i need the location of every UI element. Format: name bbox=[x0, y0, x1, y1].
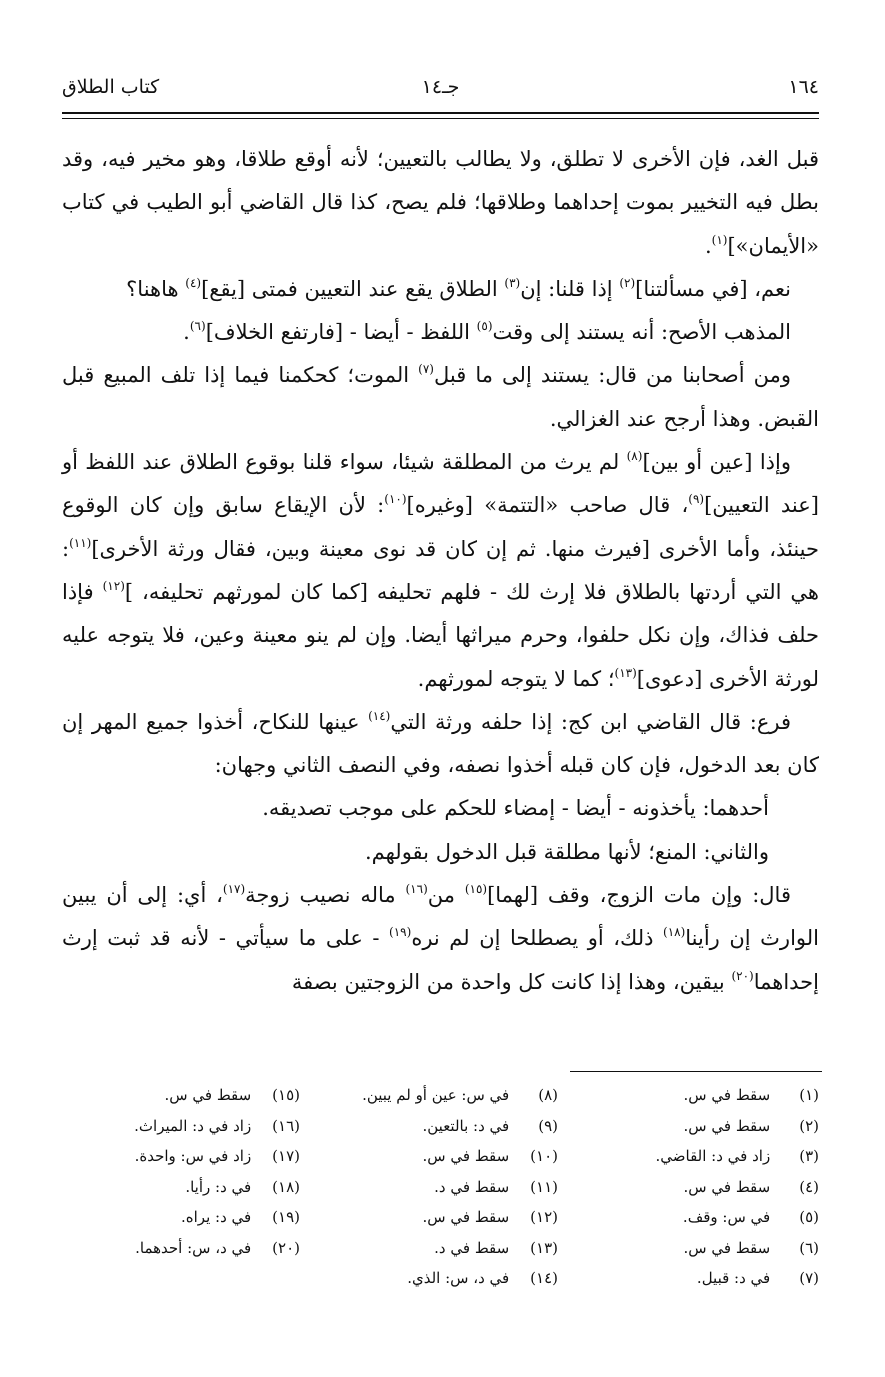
footnote bbox=[362, 1233, 558, 1264]
footnote-number: (١٢) bbox=[530, 1208, 558, 1226]
footnote-text: سقط في س. bbox=[683, 1116, 771, 1135]
footnote-text: في د، س: الذي. bbox=[407, 1269, 510, 1287]
footnote-number: (١٤) bbox=[530, 1269, 558, 1287]
footnote-number: (١١) bbox=[530, 1177, 558, 1196]
footnote-number: (١٠) bbox=[530, 1147, 558, 1165]
footnote-text: في د: قبيل. bbox=[696, 1269, 771, 1287]
footnote bbox=[656, 1080, 820, 1111]
footnote-text: في د: يراه. bbox=[181, 1208, 252, 1226]
header-rule-thick bbox=[62, 112, 819, 114]
footnote bbox=[134, 1080, 300, 1111]
footnote-number: (٧) bbox=[799, 1269, 819, 1287]
footnote bbox=[362, 1141, 558, 1172]
footnote bbox=[656, 1172, 820, 1203]
footnote-text: سقط في س. bbox=[422, 1208, 510, 1226]
footnote-text: سقط في س. bbox=[164, 1086, 252, 1104]
footnote-ref: (٣) bbox=[504, 275, 521, 290]
footnote-number: (٤) bbox=[799, 1177, 819, 1196]
header-rule-thin bbox=[62, 118, 819, 119]
footnote bbox=[362, 1263, 558, 1294]
footnote bbox=[134, 1111, 300, 1142]
footnote-ref: (٥) bbox=[476, 319, 493, 334]
footnote bbox=[134, 1202, 300, 1233]
footnote-number: (٣) bbox=[799, 1147, 819, 1165]
footnote-text: في د: بالتعين. bbox=[422, 1116, 510, 1135]
footnote-number: (١) bbox=[799, 1086, 819, 1104]
footnote bbox=[656, 1233, 820, 1264]
footnote bbox=[656, 1263, 820, 1294]
footnote bbox=[134, 1172, 300, 1203]
footnote-text: في س: وقف. bbox=[682, 1208, 771, 1226]
footnote-text: سقط في س. bbox=[683, 1238, 771, 1257]
footnote-text: في د: رأيا. bbox=[185, 1177, 252, 1196]
volume-label: جـ١٤ bbox=[421, 76, 460, 98]
footnote-text: زاد في د: القاضي. bbox=[655, 1147, 771, 1165]
footnote-number: (٢) bbox=[799, 1116, 819, 1135]
footnote-ref: (٨) bbox=[626, 449, 643, 464]
footnote-ref: (٢٠) bbox=[731, 968, 754, 983]
footnote-ref: (١٨) bbox=[663, 925, 686, 940]
main-text bbox=[62, 138, 819, 1004]
footnote bbox=[362, 1172, 558, 1203]
footnote-number: (١٩) bbox=[272, 1208, 300, 1226]
paragraph: ومن أصحابنا من قال: يستند إلى ما قبل$^{(٧)}$ الموت؛ كحكمنا فيما إذا تلف المبيع قبل القبض. وهذا أرجح عند الغزالي. bbox=[62, 362, 819, 431]
paragraph: وإذا [عين أو بين]$^{(٨)}$ لم يرث من المطلقة شيئا، سواء قلنا بوقوع الطلاق عند اللفظ أو [عند التعيين]$^{(٩)}$، قال صاحب «التتمة» [وغيره]$^{(١٠)}$: لأن الإيقاع سابق وإن كان الوقوع حينئذ، وأما الأخرى [فيرث منها. ثم إن كان قد نوى معينة وبين، فقال ورثة الأخرى]$^{(١١)}$: هي التي أردتها بالطلاق فلا إرث لك - فلهم تحليفه [كما كان لمورثهم تحليفه، ]$^{(١٢)}$ فإذا حلف فذاك، وإن نكل حلفوا، وحرم ميراثها أيضا. وإن لم ينو معينة وعين، فلا يتوجه عليه لورثة الأخرى [دعوى]$^{(١٣)}$؛ كما لا يتوجه لمورثهم. bbox=[62, 449, 819, 691]
footnote-text: سقط في د. bbox=[434, 1238, 510, 1257]
footnote-ref: (٩) bbox=[688, 492, 705, 507]
footnote bbox=[656, 1111, 820, 1142]
footnotes-column-3 bbox=[134, 1080, 300, 1263]
footnote-ref: (١٤) bbox=[368, 708, 391, 723]
paragraph: المذهب الأصح: أنه يستند إلى وقت$^{(٥)}$ اللفظ - أيضا - [فارتفع الخلاف]$^{(٦)}$. bbox=[183, 319, 791, 345]
footnote-number: (١٦) bbox=[272, 1116, 300, 1135]
footnote-number: (١٧) bbox=[272, 1147, 300, 1165]
footnote bbox=[656, 1202, 820, 1233]
footnote-ref: (١٣) bbox=[614, 665, 637, 680]
footnote-ref: (١٧) bbox=[222, 882, 246, 897]
footnote-number: (٩) bbox=[538, 1116, 558, 1135]
footnote-ref: (١١) bbox=[69, 535, 92, 550]
footnote-ref: (١٠) bbox=[384, 492, 407, 507]
footnote bbox=[362, 1202, 558, 1233]
footnote-text: زاد في س: واحدة. bbox=[134, 1147, 252, 1165]
footnote-text: في د، س: أحدهما. bbox=[135, 1238, 252, 1257]
footnote bbox=[362, 1111, 558, 1142]
footnote-ref: (١٦) bbox=[405, 882, 428, 897]
footnote bbox=[656, 1141, 820, 1172]
paragraph: فرع: قال القاضي ابن كج: إذا حلفه ورثة التي$^{(١٤)}$ عينها للنكاح، أخذوا جميع المهر إن كان بعد الدخول، فإن كان قبله أخذوا نصفه، وفي النصف الثاني وجهان: bbox=[62, 708, 819, 778]
footnote-ref: (٢) bbox=[619, 275, 636, 290]
footnote-number: (١٨) bbox=[272, 1177, 300, 1196]
footnote-text: في س: عين أو لم يبين. bbox=[362, 1086, 510, 1104]
footnotes-column-1 bbox=[656, 1080, 820, 1294]
footnote-number: (٨) bbox=[538, 1086, 558, 1104]
footnote-number: (١٣) bbox=[530, 1238, 558, 1257]
footnote-ref: (٤) bbox=[185, 275, 202, 290]
page-number: ١٦٤ bbox=[788, 76, 819, 98]
footnote-ref: (٧) bbox=[418, 362, 434, 377]
footnote-text: سقط في س. bbox=[683, 1086, 771, 1104]
footnote-ref: (١٢) bbox=[102, 578, 125, 593]
footnote-text: سقط في س. bbox=[683, 1177, 771, 1196]
paragraph-sub: أحدهما: يأخذونه - أيضا - إمضاء للحكم على موجب تصديقه. bbox=[262, 796, 769, 821]
footnote-ref: (١) bbox=[711, 232, 728, 247]
footnote-text: زاد في د: الميراث. bbox=[134, 1116, 252, 1135]
footnote-number: (٢٠) bbox=[272, 1238, 300, 1257]
paragraph: قال: وإن مات الزوج، وقف [لهما]$^{(١٥)}$ من$^{(١٦)}$ ماله نصيب زوجة$^{(١٧)}$، أي: إلى أن يبين الوارث إن رأينا$^{(١٨)}$ ذلك، أو يصطلحا إن لم نره$^{(١٩)}$ - على ما سيأتي - لأنه قد ثبت إرث إحداهما$^{(٢٠)}$ بيقين، وهذا إذا كانت كل واحدة من الزوجتين بصفة bbox=[62, 882, 819, 994]
footnote-number: (٦) bbox=[799, 1238, 819, 1257]
paragraph: قبل الغد، فإن الأخرى لا تطلق، ولا يطالب بالتعيين؛ لأنه أوقع طلاقا، وهو مخير فيه، وقد بطل فيه التخيير بموت إحداهما وطلاقها؛ فلم يصح، كذا قال القاضي أبو الطيب في كتاب «الأيمان»]$^{(١)}$. bbox=[62, 147, 819, 258]
footnote-number: (١٥) bbox=[272, 1086, 300, 1104]
footnotes-column-2 bbox=[362, 1080, 558, 1294]
paragraph: نعم، [في مسألتنا]$^{(٢)}$ إذا قلنا: إن$^{(٣)}$ الطلاق يقع عند التعيين فمتى [يقع]$^{(٤)}$ هاهنا؟ bbox=[126, 275, 791, 301]
footnote-ref: (١٥) bbox=[464, 882, 488, 897]
paragraph-sub: والثاني: المنع؛ لأنها مطلقة قبل الدخول بقولهم. bbox=[364, 839, 769, 864]
book-title: كتاب الطلاق bbox=[62, 76, 160, 98]
footnote bbox=[362, 1080, 558, 1111]
footnote-text: سقط في س. bbox=[422, 1147, 510, 1165]
footnote-ref: (٦) bbox=[189, 319, 206, 334]
footnote-text: سقط في د. bbox=[434, 1177, 510, 1196]
footnote-ref: (١٩) bbox=[389, 925, 412, 940]
footnote bbox=[134, 1233, 300, 1264]
footnote-number: (٥) bbox=[799, 1208, 819, 1226]
footnote bbox=[134, 1141, 300, 1172]
footnote-separator bbox=[570, 1071, 822, 1072]
running-header bbox=[62, 72, 819, 106]
